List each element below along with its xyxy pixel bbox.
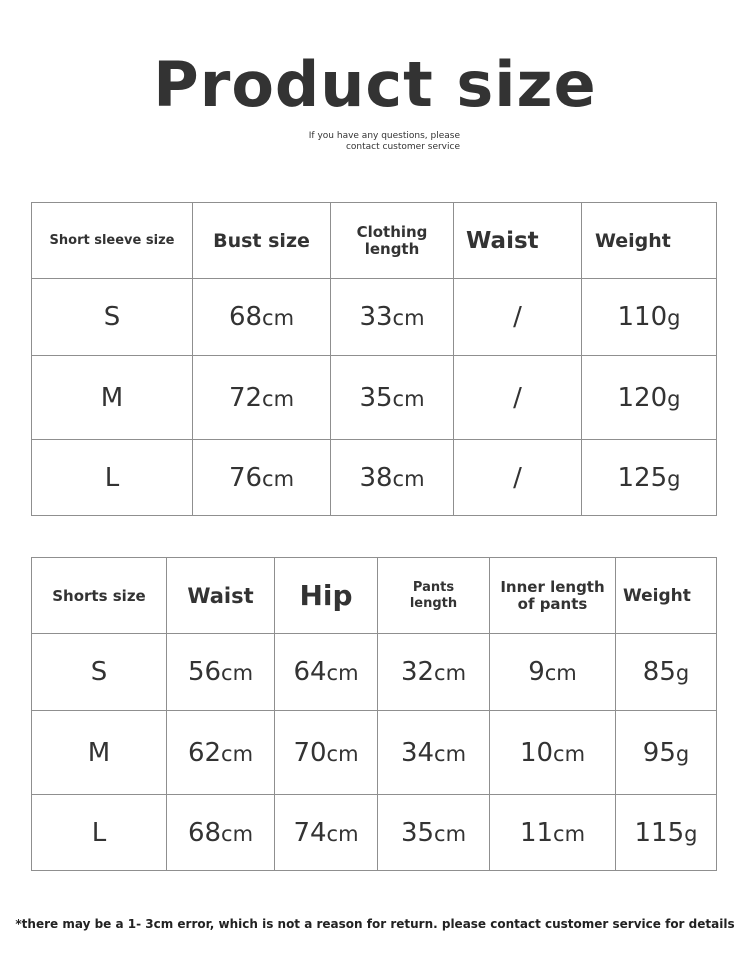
waist-value: 68cm [167,795,275,871]
weight-value: 115g [616,795,717,871]
weight-value: 125g [582,440,717,516]
shorts-size-table [31,557,717,871]
weight-value: 85g [616,634,717,711]
clothing-length-value: 33cm [331,279,454,356]
weight-value: 95g [616,711,717,795]
header-pants-length: Pants length [378,558,490,634]
size-label: L [32,795,167,871]
subtitle [300,131,460,153]
size-label: S [32,634,167,711]
size-label: L [32,440,193,516]
page-title: Product size [153,48,597,121]
pants-length-value: 35cm [378,795,490,871]
weight-value: 110g [582,279,717,356]
header-bust-size: Bust size [193,203,331,279]
table-header-row [32,558,717,634]
subtitle-line: contact customer service [345,142,460,152]
clothing-length-value: 38cm [331,440,454,516]
hip-value: 74cm [275,795,378,871]
inner-length-value: 9cm [490,634,616,711]
table-row [32,711,717,795]
header-weight: Weight [582,203,717,279]
weight-value: 120g [582,356,717,440]
bust-value: 76cm [193,440,331,516]
size-label: S [32,279,193,356]
pants-length-value: 34cm [378,711,490,795]
header-waist: Waist [167,558,275,634]
size-label: M [32,356,193,440]
waist-value: / [454,440,582,516]
waist-value: 56cm [167,634,275,711]
header-shorts-size: Shorts size [32,558,167,634]
bust-value: 68cm [193,279,331,356]
hip-value: 70cm [275,711,378,795]
clothing-length-value: 35cm [331,356,454,440]
inner-length-value: 10cm [490,711,616,795]
table-row [32,279,717,356]
subtitle-line: If you have any questions, please [308,131,460,141]
table-row [32,795,717,871]
waist-value: 62cm [167,711,275,795]
header-hip: Hip [275,558,378,634]
disclaimer-note: *there may be a 1- 3cm error, which is not a reason for return. please contact customer service for details [15,917,735,931]
waist-value: / [454,279,582,356]
table-header-row [32,203,717,279]
header-waist: Waist [454,203,582,279]
header-inner-length: Inner length of pants [490,558,616,634]
table-row [32,634,717,711]
table-row [32,440,717,516]
size-label: M [32,711,167,795]
waist-value: / [454,356,582,440]
hip-value: 64cm [275,634,378,711]
pants-length-value: 32cm [378,634,490,711]
table-row [32,356,717,440]
header-clothing-length: Clothing length [331,203,454,279]
bust-value: 72cm [193,356,331,440]
inner-length-value: 11cm [490,795,616,871]
header-short-sleeve-size: Short sleeve size [32,203,193,279]
short-sleeve-size-table [31,202,717,516]
header-weight: Weight [616,558,717,634]
